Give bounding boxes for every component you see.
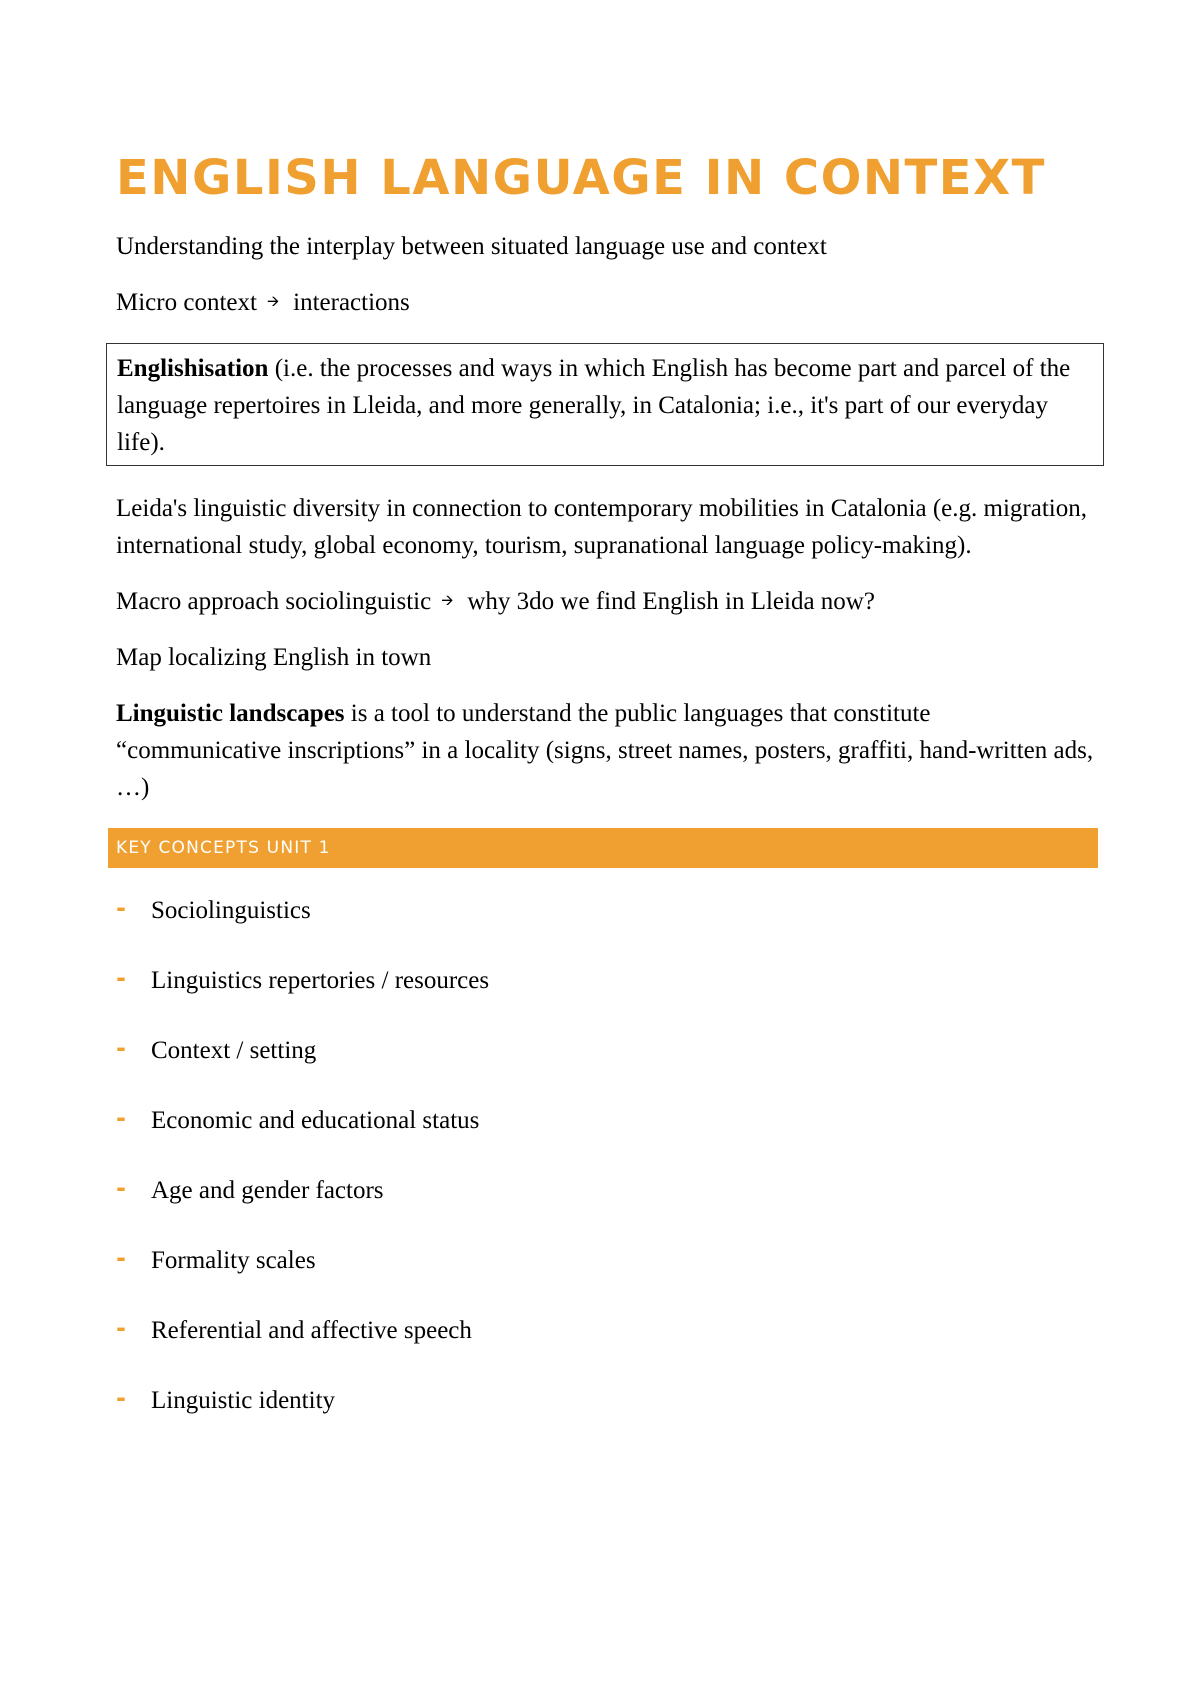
dash-bullet-icon: -: [116, 1034, 126, 1062]
dash-bullet-icon: -: [116, 964, 126, 992]
micro-context-line: [116, 284, 1094, 321]
concept-label: Referential and affective speech: [151, 1317, 472, 1344]
subtitle: Understanding the interplay between situated language use and context: [116, 233, 827, 260]
linguistic-landscapes-term: Linguistic landscapes: [116, 700, 345, 727]
dash-bullet-icon: -: [116, 894, 126, 922]
dash-bullet-icon: -: [116, 1174, 126, 1202]
diversity-paragraph: Leida's linguistic diversity in connection to contemporary mobilities in Catalonia (e.g. migration, international study, global economy, tourism, supranational language policy-making).: [116, 495, 1087, 559]
key-concepts-header: [108, 828, 1098, 868]
dash-bullet-icon: -: [116, 1384, 126, 1412]
right-arrow-icon: 🡪: [266, 294, 280, 310]
list-item: [116, 1242, 1094, 1312]
dash-bullet-icon: -: [116, 1314, 126, 1342]
macro-approach-question: why 3do we find English in Lleida now?: [467, 588, 875, 615]
concept-label: Linguistics repertories / resources: [151, 967, 490, 994]
list-item: [116, 1312, 1094, 1382]
right-arrow-icon: 🡪: [441, 593, 454, 609]
concept-label: Economic and educational status: [151, 1107, 480, 1134]
list-item: [116, 1382, 1094, 1452]
concept-label: Linguistic identity: [151, 1387, 336, 1414]
dash-bullet-icon: -: [116, 1244, 126, 1272]
macro-approach-line: [116, 583, 1094, 620]
linguistic-landscapes-text: is a tool to understand the public languages that constitute “communicative inscriptions” in a locality (signs, street names, posters, graffiti, hand-written ads, …): [116, 700, 1094, 801]
list-item: [116, 1102, 1094, 1172]
dash-bullet-icon: -: [116, 1104, 126, 1132]
page-content: [116, 144, 1094, 1452]
list-item: [116, 1032, 1094, 1102]
englishisation-definition: (i.e. the processes and ways in which English has become part and parcel of the language repertoires in Lleida, and more generally, in Catalonia; i.e., it's part of our everyday life).: [117, 355, 1071, 456]
linguistic-landscapes-paragraph: [116, 695, 1094, 806]
concept-label: Age and gender factors: [151, 1177, 384, 1204]
key-concepts-list: [116, 892, 1094, 1452]
page-title: ENGLISH LANGUAGE IN CONTEXT: [116, 150, 1046, 206]
list-item: [116, 892, 1094, 962]
list-item: [116, 962, 1094, 1032]
micro-context-label: Micro context: [116, 289, 257, 316]
concept-label: Sociolinguistics: [151, 897, 311, 924]
key-concepts-heading: KEY CONCEPTS UNIT 1: [116, 838, 331, 858]
englishisation-box: [106, 343, 1104, 466]
macro-approach-label: Macro approach sociolinguistic: [116, 588, 432, 615]
micro-context-target: interactions: [293, 289, 410, 316]
englishisation-term: Englishisation: [117, 355, 269, 382]
concept-label: Formality scales: [151, 1247, 316, 1274]
concept-label: Context / setting: [151, 1037, 317, 1064]
map-line: Map localizing English in town: [116, 644, 432, 671]
list-item: [116, 1172, 1094, 1242]
